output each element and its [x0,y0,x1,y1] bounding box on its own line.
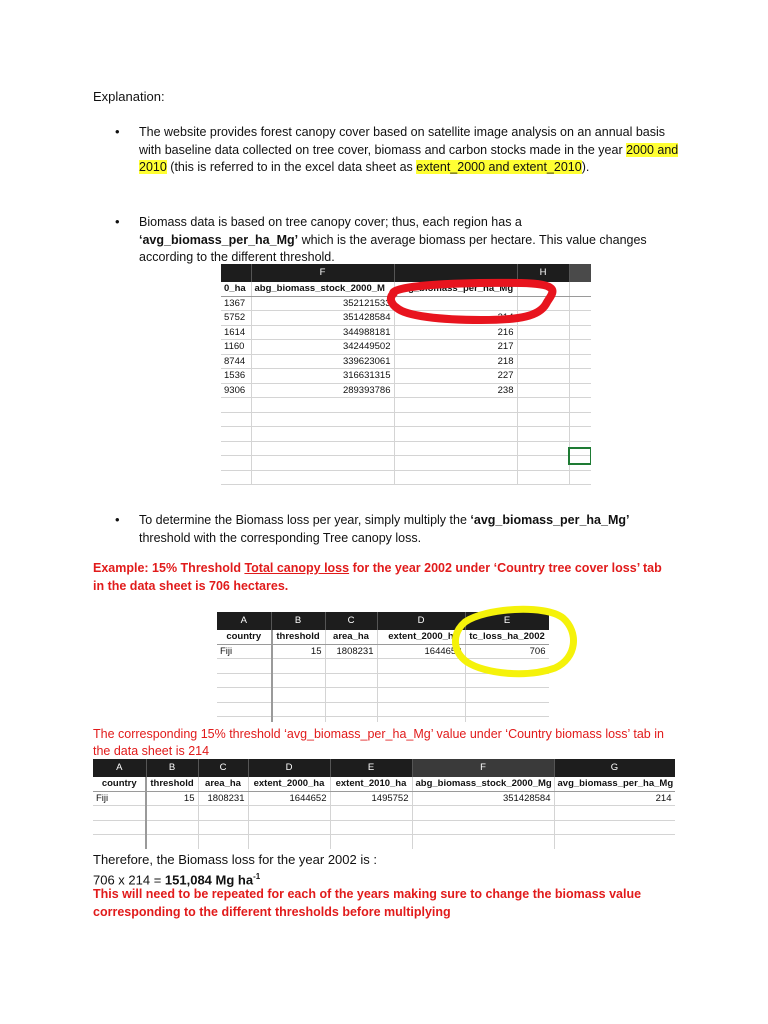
column-letter[interactable]: F [412,759,554,777]
result-line-2: 706 x 214 = 151,084 Mg $ha^{-1}$ [93,872,261,888]
column-name[interactable]: 0_ha [221,282,251,296]
bullet-3-text: To determine the Biomass loss per year, simply multiply the ‘avg_biomass_per_ha_Mg’ threshold with the corresponding Tree canopy loss. [139,513,630,545]
cell[interactable]: 15 [146,791,198,806]
cell[interactable]: 1614 [221,325,251,340]
cell[interactable] [146,806,198,821]
cell[interactable] [325,702,377,717]
spreadsheet-3 [93,759,675,849]
cell[interactable] [271,688,325,703]
column-letter[interactable]: G [554,759,675,777]
cell[interactable]: 218 [394,354,517,369]
corresponding-text: The corresponding 15% threshold ‘avg_biomass_per_ha_Mg’ value under ‘Country biomass loss’ tab in the data sheet is 214 [93,727,664,758]
cell[interactable] [412,820,554,835]
cell[interactable] [330,835,412,850]
column-name[interactable]: abg_biomass_stock_2000_Mg [412,777,554,791]
cell[interactable] [93,806,146,821]
frozen-column-divider [145,777,147,849]
cell[interactable]: 339623061 [251,354,394,369]
column-letter[interactable]: C [198,759,248,777]
cell[interactable] [465,688,549,703]
cell[interactable]: 1808231 [325,644,377,659]
cell[interactable]: 344988181 [251,325,394,340]
column-name[interactable]: country [93,777,146,791]
cell[interactable] [271,673,325,688]
cell[interactable] [377,688,465,703]
cell[interactable] [330,820,412,835]
column-name[interactable]: avg_biomass_per_ha_Mg [394,282,517,296]
column-name[interactable]: tc_loss_ha_2002 [465,630,549,644]
column-letter[interactable]: D [377,612,465,630]
cell[interactable]: 1644652 [248,791,330,806]
cell[interactable]: 1644652 [377,644,465,659]
cell[interactable] [377,702,465,717]
cell[interactable] [554,835,675,850]
result-line-1: Therefore, the Biomass loss for the year 2002 is : [93,852,377,867]
column-letter[interactable]: B [146,759,198,777]
cell[interactable] [554,820,675,835]
cell[interactable] [93,820,146,835]
table-row [93,806,675,821]
cell[interactable] [93,835,146,850]
highlight-extent: extent_2000 and extent_2010 [416,160,582,174]
bullet-dot: • [115,214,120,229]
cell[interactable]: 351428584 [251,311,394,326]
cell[interactable] [325,688,377,703]
cell[interactable] [330,806,412,821]
cell[interactable] [325,673,377,688]
cell[interactable]: 706 [465,644,549,659]
cell[interactable] [554,806,675,821]
column-name[interactable]: avg_biomass_per_ha_Mg [554,777,675,791]
column-name[interactable]: abg_biomass_stock_2000_M [251,282,394,296]
example-text: Example: 15% Threshold Total canopy loss for the year 2002 under ‘Country tree cover loss’ tab in the data sheet is 706 hectares. [93,561,662,593]
column-letter[interactable]: A [217,612,271,630]
cell[interactable] [198,806,248,821]
cell[interactable]: 1808231 [198,791,248,806]
cell[interactable] [465,702,549,717]
cell[interactable]: 214 [394,311,517,326]
cell[interactable] [412,806,554,821]
cell[interactable] [271,702,325,717]
result-note: This will need to be repeated for each of the years making sure to change the biomass value corresponding to the different thresholds before multiplying [93,887,642,919]
cell[interactable] [412,835,554,850]
cell[interactable]: 1160 [221,340,251,355]
cell[interactable] [271,659,325,674]
cell[interactable]: 214 [554,791,675,806]
column-name[interactable]: country [217,630,271,644]
cell[interactable] [217,659,271,674]
column-name[interactable]: extent_2000_h [377,630,465,644]
cell[interactable] [248,806,330,821]
bullet-1-text: The website provides forest canopy cover based on satellite image analysis on an annual basis with baseline data collected on tree cover, biomass and carbon stocks made in the year 2000 and 2010 (this is referred to in the excel data sheet as extent_2000 and extent_2010). [139,125,679,174]
cell[interactable]: 216 [394,325,517,340]
column-name[interactable]: area_ha [325,630,377,644]
frozen-column-divider [271,630,273,722]
cell[interactable] [377,717,465,723]
table-row [217,688,549,703]
column-letter[interactable]: H [517,264,569,282]
column-name[interactable]: area_ha [198,777,248,791]
column-letter[interactable]: B [271,612,325,630]
cell[interactable]: 9306 [221,383,251,398]
yellow-circle-annotation [445,600,585,680]
cell[interactable] [217,717,271,723]
spreadsheet-1 [221,264,591,494]
column-name[interactable]: threshold [146,777,198,791]
cell[interactable]: Fiji [93,791,146,806]
cell[interactable] [217,673,271,688]
cell[interactable] [248,835,330,850]
cell[interactable] [325,717,377,723]
cell[interactable]: 351428584 [412,791,554,806]
bullet-dot: • [115,124,120,139]
column-letter[interactable]: E [465,612,549,630]
table-row [93,835,675,850]
cell[interactable]: 227 [394,369,517,384]
cell[interactable] [271,717,325,723]
column-letter[interactable]: F [251,264,394,282]
cell[interactable]: 5752 [221,311,251,326]
cell[interactable] [146,820,198,835]
column-name[interactable]: threshold [271,630,325,644]
page-heading: Explanation: [93,89,165,104]
column-name[interactable]: extent_2010_ha [330,777,412,791]
cell[interactable]: 342449502 [251,340,394,355]
table-row [217,717,549,723]
table-row [93,791,675,806]
cell[interactable] [325,659,377,674]
cell[interactable] [198,835,248,850]
spreadsheet-3-table [93,759,675,849]
cell[interactable] [146,835,198,850]
cell[interactable]: 238 [394,383,517,398]
bullet-2-text: Biomass data is based on tree canopy cover; thus, each region has a ‘avg_biomass_per_ha_Mg’ which is the average biomass per hectare. This value changes according to the different threshold. [139,215,647,264]
cell[interactable] [465,717,549,723]
highlight-years: 2000 and 2010 [139,142,679,174]
cell[interactable] [217,688,271,703]
column-letter[interactable]: D [248,759,330,777]
cell[interactable] [198,820,248,835]
cell[interactable]: 8744 [221,354,251,369]
cell[interactable]: 289393786 [251,383,394,398]
cell[interactable]: 15 [271,644,325,659]
cell[interactable]: 1367 [221,296,251,311]
cell[interactable]: Fiji [217,644,271,659]
column-name[interactable]: extent_2000_ha [248,777,330,791]
column-letter[interactable]: E [330,759,412,777]
cell[interactable]: 316631315 [251,369,394,384]
cell[interactable] [248,820,330,835]
cell[interactable]: 352121533 [251,296,394,311]
cell[interactable]: 1495752 [330,791,412,806]
column-letter[interactable]: A [93,759,146,777]
column-letter[interactable]: C [325,612,377,630]
cell[interactable] [217,702,271,717]
table-row [93,820,675,835]
red-circle-annotation [221,264,591,494]
cell[interactable]: 1536 [221,369,251,384]
bullet-dot: • [115,512,120,527]
table-row [217,702,549,717]
cell[interactable]: 217 [394,340,517,355]
